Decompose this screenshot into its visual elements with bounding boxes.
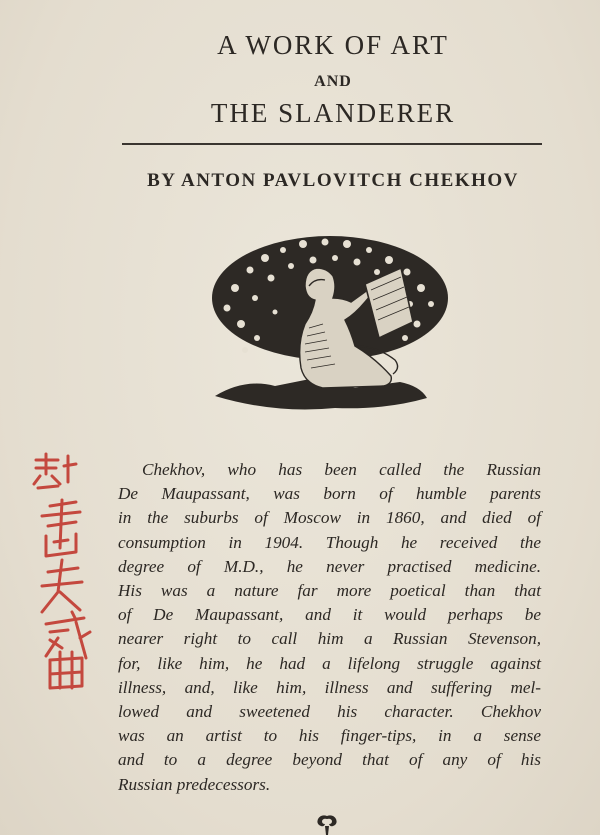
paragraph-line: of De Maupassant, and it would perhaps be [118,605,541,625]
title-rule [122,143,542,145]
fleuron-ornament-icon [312,812,342,835]
title-line-2: THE SLANDERER [210,98,456,128]
title-line-1: A WORK OF ART [217,30,449,60]
seal-char-3 [42,560,82,612]
paragraph-line: illness, and, like him, illness and suffering mel- [118,677,541,697]
paragraph-line: for, like him, he had a lifelong struggle against [118,653,541,673]
paragraph-line: De Maupassant, was born of humble parents [118,484,541,504]
paragraph-line: consumption in 1904. Though he received the [118,532,541,552]
seal-char-4 [46,612,90,658]
paragraph-line: lowed and sweetened his character. Chekhov [118,702,541,722]
seal-char-5 [50,652,82,688]
seal-char-1 [34,454,76,488]
paragraph-line: in the suburbs of Moscow in 1860, and died of [118,508,541,528]
paragraph-line: degree of M.D., he never practised medicine. [118,556,541,576]
paragraph-line: and to a degree beyond that of any of his [118,750,541,770]
paragraph-line: His was a nature far more poetical than that [118,581,541,601]
title-and: AND [314,73,352,90]
paragraph-line: Chekhov, who has been called the Russian [142,460,541,479]
paragraph-line: was an artist to his finger-tips, in a sense [118,726,541,746]
intro-paragraph [118,458,541,797]
paragraph-line: Russian predecessors. [118,774,271,794]
paragraph-line: nearer right to call him a Russian Stevenson, [118,629,541,649]
byline: BY ANTON PAVLOVITCH CHEKHOV [147,170,519,191]
red-seal-stamp [28,452,98,692]
seal-char-2 [42,500,80,556]
woodcut-illustration [205,228,455,423]
